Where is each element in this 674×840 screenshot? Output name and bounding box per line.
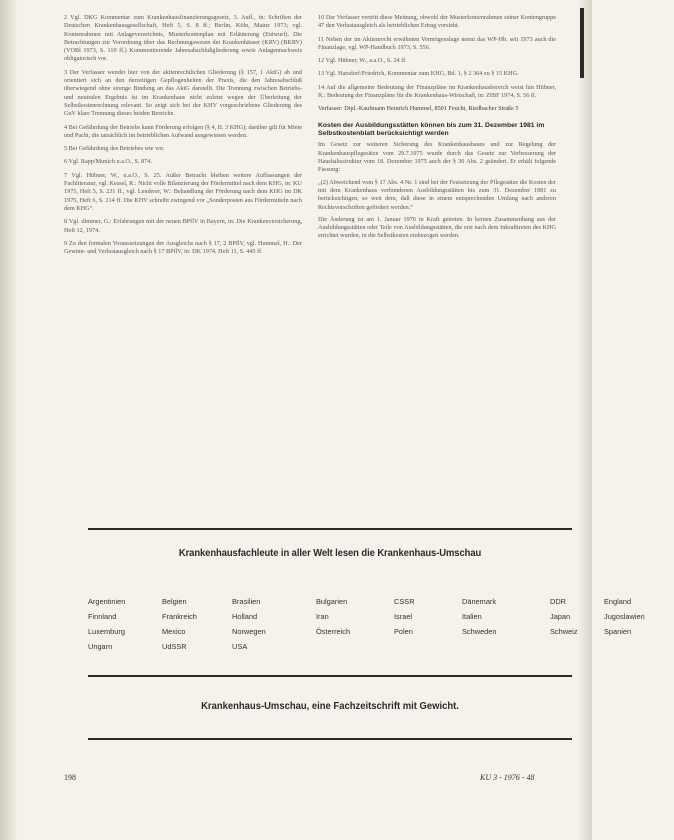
footnotes-right-column: [318, 14, 556, 245]
ad-bottom-rule: [88, 738, 572, 740]
footnote: 10 Der Verfasser vertritt diese Meinung, obwohl der Musterkontenrahmen seiner Kontengruppe 47 den Verlustausgleich als betrieblichen Ertrag vorsieht.: [318, 14, 556, 30]
country-item: Luxemburg: [88, 627, 125, 636]
country-item: Schweden: [462, 627, 497, 636]
country-item: CSSR: [394, 597, 415, 606]
footnote: 12 Vgl. Hübner, W., a.a.O., S. 24 ff.: [318, 57, 407, 65]
country-item: Iran: [316, 612, 329, 621]
footnote: 13 Vgl. Harsdorf/Friedrich, Kommentar zum KHG, Bd. 1, § 2 364 zu § 15 KHG.: [318, 70, 519, 78]
country-item: Schweiz: [550, 627, 578, 636]
country-item: Belgien: [162, 597, 187, 606]
footnote: 5 Bei Gefährdung des Betriebes wie vor.: [64, 145, 165, 153]
country-item: Ungarn: [88, 642, 113, 651]
scan-edge-mark: [580, 8, 584, 78]
country-item: UdSSR: [162, 642, 187, 651]
scan-shadow-left: [0, 0, 18, 840]
country-item: Dänemark: [462, 597, 497, 606]
country-item: Jugoslawien: [604, 612, 645, 621]
footnote: 3 Der Verfasser wendet hier von der aktienrechtlichen Gliederung (§ 157, 1 AktG) ab und orientiert sich an den derzeitigen Gepflogenheiten der Praxis, die den Jahresabschluß überwiegend ohne strenge Bindung an das AktG darstellt. Die Trennung zwischen Betriebs- und neutralen Ergebnis ist im Krankenhaus nicht zuletzt wegen der Überleitung der Selbstkostenrechnung relevant. So zeigt sich bei der KHV vorgeschriebene Gliederung des GuV klare Trennung dieses beiden Bereiche.: [64, 68, 302, 118]
country-list: [88, 597, 645, 652]
scan-shadow-right: [578, 0, 592, 840]
country-item: Finnland: [88, 612, 117, 621]
country-item: Italien: [462, 612, 482, 621]
country-item: Israel: [394, 612, 413, 621]
country-item: Japan: [550, 612, 571, 621]
country-item: DDR: [550, 597, 567, 606]
journal-reference: KU 3 - 1976 - 48: [480, 773, 535, 782]
ad-middle-rule: [88, 675, 572, 677]
footnote: 2 Vgl. DKG Kommentar zum Krankenhausfinanzierungsgesetz, 3. Aufl., in: Schriften der Deutschen Krankenhausgesellschaft, Heft 5, S. 8 ff.; Berlin, Köln, Mainz 1973; vgl. Kontenrahmen mit Anlageverzeichnis, Musterkontenplan mit Erläuterung (Entwurf). Die Betrachtungen zur Verordnung über das Rechnungswesen der Krankenhäuser (KRV) (BKRV) (VOBl 1973, S. 110 ff.) Kommentierende Jahresabschlußgliederung sowie Anlagennachweis obligatorisch vor.: [64, 14, 302, 63]
footnote: 9 Zu den formalen Voraussetzungen der Ausgleichs nach § 17, 2 BPflV, vgl. Hummel, H.: Der Gewinn- und Verlustausgleich nach § 17 BPflV, in: DK 1974, Heft 11, S. 445 ff.: [64, 239, 302, 256]
page-number: 198: [64, 773, 76, 782]
article-heading: Kosten der Ausbildungsstätten können bis zum 31. Dezember 1981 im Selbstkostenblatt berücksichtigt werden: [318, 121, 545, 138]
country-item: Bulgarien: [316, 597, 348, 606]
country-item: USA: [232, 642, 248, 651]
country-item: Frankreich: [162, 612, 197, 621]
ad-title: Krankenhausfachleute in aller Welt lesen die Krankenhaus-Umschau: [178, 547, 482, 559]
footnote: 4 Bei Gefährdung der Betriebs kann Förderung erfolgen (§ 4, II. 3 KHG); darüber gilt für Miete und Pacht, die tatsächlich im betrieblichen Aufwand ausgewiesen werden.: [64, 123, 302, 139]
ad-slogan: Krankenhaus-Umschau, eine Fachzeitschrift mit Gewicht.: [201, 700, 459, 712]
country-item: Holland: [232, 612, 258, 621]
footnote: 7 Vgl. Hübner, W., u.a.O., S. 25. Außer Betracht bleiben weitere Auffassungen der Fachliteratur, vgl. Kessel, R.: Nicht volle Bilanzierung der Fördermittel nach dem KHG, in: KU 1975, Heft 5, S. 231 ff., vgl. Lenderer, W.: Behandlung der Förderung nach dem KHG im DK 1975, Heft 6, S. 214 ff. Die KHV schreibt zwingend vor „Sonderposten aus Fördermitteln nach dem KHG“.: [64, 171, 302, 212]
country-item: Spanien: [604, 627, 632, 636]
country-item: England: [604, 597, 632, 606]
country-item: Polen: [394, 627, 413, 636]
footnote: 6 Vgl. Rapp/Munich u.a.O., S. 874.: [64, 158, 152, 166]
country-item: Argentinien: [88, 597, 126, 606]
article-paragraph: Die Änderung ist am 1. Januar 1976 in Kraft getreten. In keinen Zusammenhang aus der Ausbildungsstätten oder Teile von Ausbildungsstätten, die erst nach dem Inkrafttreten des KHG errichtet wurden, in die Selbstkosten einbezogen werden.: [318, 215, 556, 240]
country-item: Brasilien: [232, 597, 261, 606]
footnote: 14 Auf die allgemeine Bedeutung der Finanzpläne im Krankenhausbereich weist hin Hübner, R.: Bedeutung der Finanzpläne für die Krankenhaus-Wirtschaft, in: ZfBF 1974, S. 56 ff.: [318, 83, 556, 100]
ad-top-rule: [88, 528, 572, 530]
article-paragraph: Im Gesetz zur weiteren Sicherung des Krankenhausbaues und zur Regelung der Krankenhauspflegesätze vom 29.7.1975 wurde durch das Gesetz zur Verbesserung der Haushaltsstruktur vom 18. Dezember 1975 auch der § 30 Abs. 2 geändert. Er erhält folgende Fassung:: [318, 141, 556, 174]
article-paragraph: „(2) Abweichend vom § 17 Abs. 4 Nr. 1 sind bei der Festsetzung der Pflegesätze die Kosten der mit dem Krankenhaus verbundenen Ausbildungsstätten bis zum 31. Dezember 1981 zu berücksichtigen, so weit dem, daß diese in einem entsprechenden Umfang nach anderen Rechtsvorschriften gefördert werden.“: [318, 178, 556, 211]
author-address: Verfasser: Dipl.-Kaufmann Heinrich Hummel, 8501 Feucht, Riedbacher Straße 5: [318, 105, 519, 113]
country-item: Mexico: [162, 627, 186, 636]
footnotes-left-column: [64, 14, 302, 261]
footnote: 11 Neben der im Aktienrecht erwähnten Vermögenslage nennt das WP-Hb. seit 1973 auch die Finanzlage, vgl. WP-Handbuch 1973, S. 556.: [318, 35, 556, 51]
footnote: 8 Vgl. dimmer, G.: Erfahrungen mit der neuen BPflV in Bayern, in: Die Krankenversicherung, Heft 12, 1974.: [64, 218, 302, 234]
country-item: Norwegen: [232, 627, 266, 636]
country-item: Österreich: [316, 627, 351, 636]
